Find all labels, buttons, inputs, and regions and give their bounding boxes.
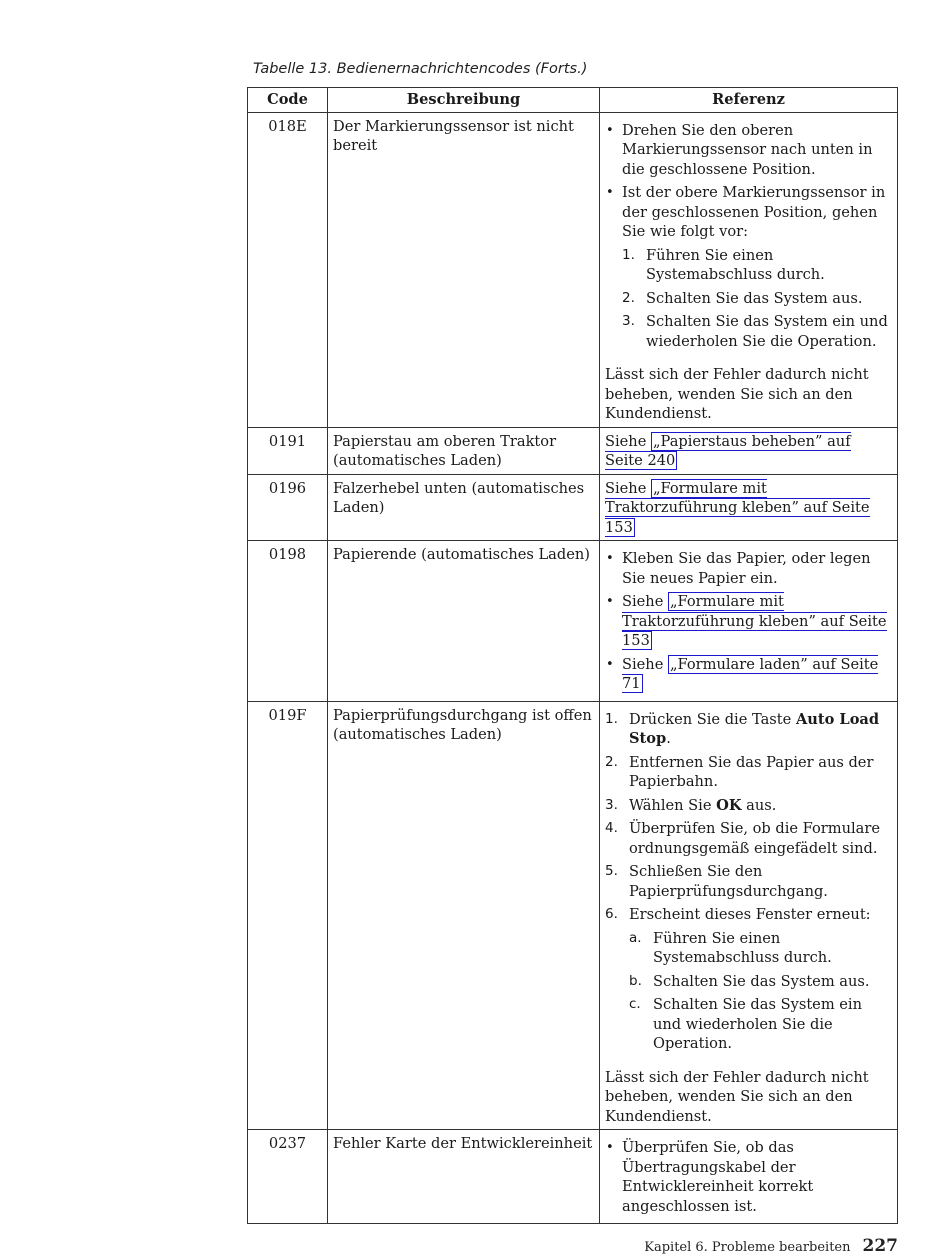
row-reference (600, 474, 898, 541)
list-marker: a. (629, 929, 642, 946)
row-description: Papierende (automatisches Laden) (328, 541, 600, 702)
list-marker: 4. (605, 820, 618, 836)
list-item (622, 246, 892, 285)
list-marker: c. (629, 996, 641, 1012)
bullet-list (605, 1138, 892, 1216)
list-marker: 3. (622, 313, 635, 329)
bullet-list (605, 549, 892, 694)
numbered-list (605, 710, 892, 1054)
bullet-item: • Kleben Sie das Papier, oder legen Sie neues Papier ein. (605, 549, 892, 588)
page-number: 227 (862, 1236, 898, 1256)
row-code: 0196 (248, 474, 328, 541)
key-name: Auto Load Stop (629, 710, 880, 747)
row-description: Papierprüfungsdurchgang ist offen (automatisches Laden) (328, 701, 600, 1130)
table-row (248, 474, 898, 541)
list-item (605, 796, 892, 816)
list-item (605, 753, 892, 792)
list-item (605, 862, 892, 901)
list-item-text: Schalten Sie das System aus. (646, 289, 863, 307)
cross-reference-link[interactable]: „Formulare mit Traktorzuführung kleben” auf Seite 153 (605, 479, 870, 536)
bullet-item (605, 592, 892, 651)
cross-reference-link[interactable]: „Formulare mit Traktorzuführung kleben” auf Seite 153 (622, 593, 887, 649)
list-item-text: Führen Sie einen Systemabschluss durch. (646, 246, 825, 283)
table-row (248, 427, 898, 474)
see-prefix: Siehe (605, 479, 647, 497)
list-marker: 5. (605, 863, 618, 879)
numbered-list (622, 246, 892, 352)
bullet-item: • Überprüfen Sie, ob das Übertragungskabel der Entwicklereinheit korrekt angeschlossen ist. (605, 1138, 892, 1216)
list-marker: 1. (622, 246, 635, 263)
bullet-list (605, 121, 892, 352)
header-code: Code (248, 88, 328, 113)
row-code: 018E (248, 112, 328, 427)
list-item (605, 819, 892, 858)
table-row (248, 112, 898, 427)
table-caption: Tabelle 13. Bedienernachrichtencodes (Forts.) (253, 61, 588, 77)
row-code: 0237 (248, 1130, 328, 1224)
row-code: 0198 (248, 541, 328, 702)
row-description: Falzerhebel unten (automatisches Laden) (328, 474, 600, 541)
row-code: 019F (248, 701, 328, 1130)
key-name: OK (716, 796, 742, 814)
lettered-list (629, 929, 892, 1054)
support-note: Lässt sich der Fehler dadurch nicht beheben, wenden Sie sich an den Kundendienst. (605, 1068, 869, 1125)
list-marker: 3. (605, 796, 618, 813)
row-description: Papierstau am oberen Traktor (automatisches Laden) (328, 427, 600, 474)
list-item (605, 905, 892, 1054)
list-item (605, 710, 892, 749)
table-header-row (248, 88, 898, 113)
list-item-text: Schalten Sie das System ein und wiederholen Sie die Operation. (646, 313, 888, 350)
list-marker: b. (629, 972, 642, 989)
list-item-text: Wählen Sie (629, 796, 712, 814)
row-code: 0191 (248, 427, 328, 474)
list-item-text: Führen Sie einen Systemabschluss durch. (653, 929, 832, 966)
list-marker: 6. (605, 906, 618, 922)
list-item-text: Erscheint dieses Fenster erneut: (629, 906, 871, 923)
row-reference (600, 701, 898, 1130)
header-description: Beschreibung (328, 88, 600, 113)
list-item (629, 995, 892, 1054)
list-item-text: Schalten Sie das System aus. (653, 972, 870, 990)
list-item (622, 289, 892, 309)
see-prefix: Siehe (622, 593, 664, 610)
list-item-text: Drücken Sie die Taste (629, 710, 792, 728)
list-item-text: aus. (746, 796, 777, 814)
header-reference: Referenz (600, 88, 898, 113)
list-item-text: Schließen Sie den Papierprüfungsdurchgang. (629, 863, 828, 900)
row-reference (600, 427, 898, 474)
list-marker: 2. (605, 753, 618, 770)
table-row (248, 701, 898, 1130)
bullet-item (605, 655, 892, 694)
bullet-text: Ist der obere Markierungssensor in der geschlossenen Position, gehen Sie wie folgt vor: (622, 184, 886, 240)
bullet-item (605, 183, 892, 351)
bullet-item: • Drehen Sie den oberen Markierungssensor nach unten in die geschlossene Position. (605, 121, 892, 180)
list-marker: 2. (622, 289, 635, 306)
see-prefix: Siehe (622, 655, 664, 673)
list-item (629, 972, 892, 992)
list-item-text: Überprüfen Sie, ob die Formulare ordnungsgemäß eingefädelt sind. (629, 820, 880, 857)
table-row (248, 541, 898, 702)
chapter-title: Kapitel 6. Probleme bearbeiten (644, 1240, 851, 1255)
list-item (629, 929, 892, 968)
list-item (622, 312, 892, 351)
see-prefix: Siehe (605, 432, 647, 450)
support-note: Lässt sich der Fehler dadurch nicht beheben, wenden Sie sich an den Kundendienst. (605, 366, 869, 422)
row-reference (600, 541, 898, 702)
row-reference (600, 112, 898, 427)
table-row (248, 1130, 898, 1224)
list-marker: 1. (605, 710, 618, 727)
list-item-text: . (666, 730, 671, 747)
cross-reference-link[interactable]: „Papierstaus beheben” auf Seite 240 (605, 432, 851, 469)
operator-message-codes-table (247, 87, 898, 1224)
list-item-text: Entfernen Sie das Papier aus der Papierbahn. (629, 753, 874, 790)
row-description: Fehler Karte der Entwicklereinheit (328, 1130, 600, 1224)
page-footer (644, 1236, 898, 1256)
row-reference (600, 1130, 898, 1224)
list-item-text: Schalten Sie das System ein und wiederholen Sie die Operation. (653, 996, 863, 1052)
cross-reference-link[interactable]: „Formulare laden” auf Seite 71 (622, 655, 879, 692)
row-description: Der Markierungssensor ist nicht bereit (328, 112, 600, 427)
